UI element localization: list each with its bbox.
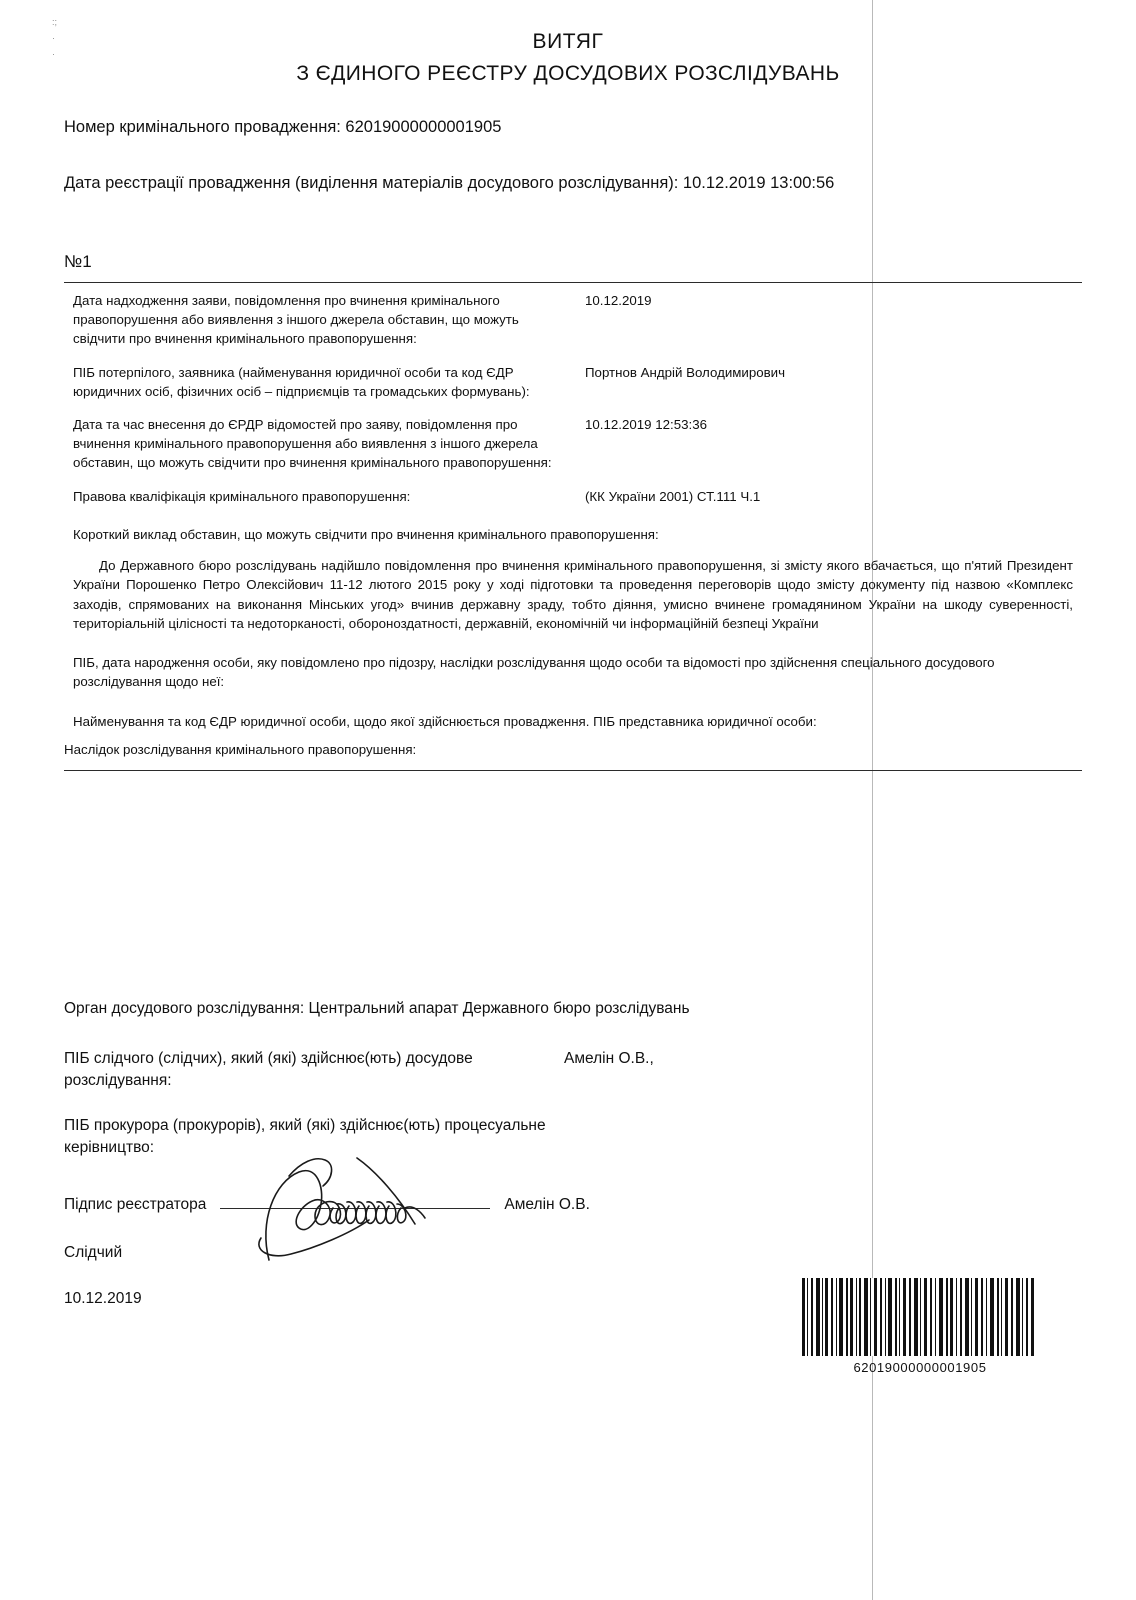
investigator-value: Амелін О.В., [564, 1050, 654, 1067]
table-row [64, 283, 1082, 355]
row-label: Дата надходження заяви, повідомлення про вчинення кримінального правопорушення або виявлення з іншого джерела обставин, що можуть свідчити про вчинення кримінального правопорушення: [73, 293, 519, 346]
case-number: Номер кримінального провадження: 62019000000001905 [64, 118, 502, 136]
row-label: Дата та час внесення до ЄРДР відомостей про заяву, повідомлення про вчинення кримінального правопорушення або виявлення з іншого джерела обставин, що можуть свідчити про вчинення кримінального правопорушення: [73, 417, 552, 471]
summary-heading: Короткий виклад обставин, що можуть свідчити про вчинення кримінального правопорушення: [73, 526, 659, 542]
barcode-block [800, 1278, 1040, 1375]
row-label: Правова кваліфікація кримінального правопорушення: [73, 489, 411, 504]
row-value: Портнов Андрій Володимирович [585, 364, 786, 380]
barcode-image [800, 1278, 1036, 1356]
footer-section [64, 1000, 1082, 1308]
investigator-row [64, 1048, 1082, 1093]
table-row [64, 355, 1082, 408]
signature-date: 10.12.2019 [64, 1289, 142, 1307]
legal-entity-heading: Найменування та код ЄДР юридичної особи, щодо якої здійснюється провадження. ПІБ представника юридичної особи: [73, 713, 817, 729]
table-row [64, 407, 1082, 479]
row-label: ПІБ потерпілого, заявника (найменування юридичної особи та код ЄДР юридичних осіб, фізичних осіб – підприємців та громадських формувань): [73, 364, 530, 399]
section-number: №1 [64, 252, 92, 271]
scan-artifact-marks: :; · · [52, 17, 58, 60]
investigator-label: ПІБ слідчого (слідчих), який (які) здійснює(ють) досудове розслідування: [64, 1050, 473, 1090]
registrar-role: Слідчий [64, 1243, 123, 1261]
registrar-label: Підпис реєстратора [64, 1195, 207, 1213]
registration-date: Дата реєстрації провадження (виділення матеріалів досудового розслідування): 10.12.2019 13:00:56 [64, 174, 835, 192]
barcode-value: 62019000000001905 [853, 1360, 987, 1375]
outcome-label: Наслідок розслідування кримінального правопорушення: [64, 742, 417, 757]
details-table [64, 282, 1082, 771]
table-row [64, 479, 1082, 513]
page-title: ВИТЯГ [532, 30, 604, 53]
suspect-heading: ПІБ, дата народження особи, яку повідомлено про підозру, наслідки розслідування щодо особи та відомості про здійснення спеціального досудового розслідування щодо неї: [73, 655, 995, 690]
signature-line [220, 1194, 490, 1209]
row-value: (КК України 2001) СТ.111 Ч.1 [585, 489, 761, 504]
row-value: 10.12.2019 [585, 293, 652, 308]
page-subtitle: З ЄДИНОГО РЕЄСТРУ ДОСУДОВИХ РОЗСЛІДУВАНЬ [296, 62, 840, 85]
summary-section [64, 513, 1082, 735]
prosecutor-row [64, 1115, 1082, 1160]
summary-text: До Державного бюро розслідувань надійшло повідомлення про вчинення кримінального правопорушення, зі змісту якого вбачається, що п'ятий Президент України Порошенко Петро Олексійович 11-12 лютого 2015 року у ході підготовки та проведення переговорів щодо змісту документу під назвою «Комплекс заходів, спрямованих на виконання Мінських угод» вчинив державну зраду, тобто діяння, умисно вчинене громадянином України на шкоду суверенності, територіальній цілісності та недоторканості, обороноздатності, державній, економічній чи інформаційній безпеці України [73, 558, 1073, 631]
row-value: 10.12.2019 12:53:36 [585, 417, 708, 433]
registrar-name: Амелін О.В. [504, 1195, 590, 1213]
investigating-body: Орган досудового розслідування: Центральний апарат Державного бюро розслідувань [64, 1000, 690, 1017]
document-title-block [0, 30, 1136, 86]
prosecutor-label: ПІБ прокурора (прокурорів), який (які) здійснює(ють) процесуальне керівництво: [64, 1116, 546, 1157]
registrar-signature-row [64, 1194, 1082, 1214]
